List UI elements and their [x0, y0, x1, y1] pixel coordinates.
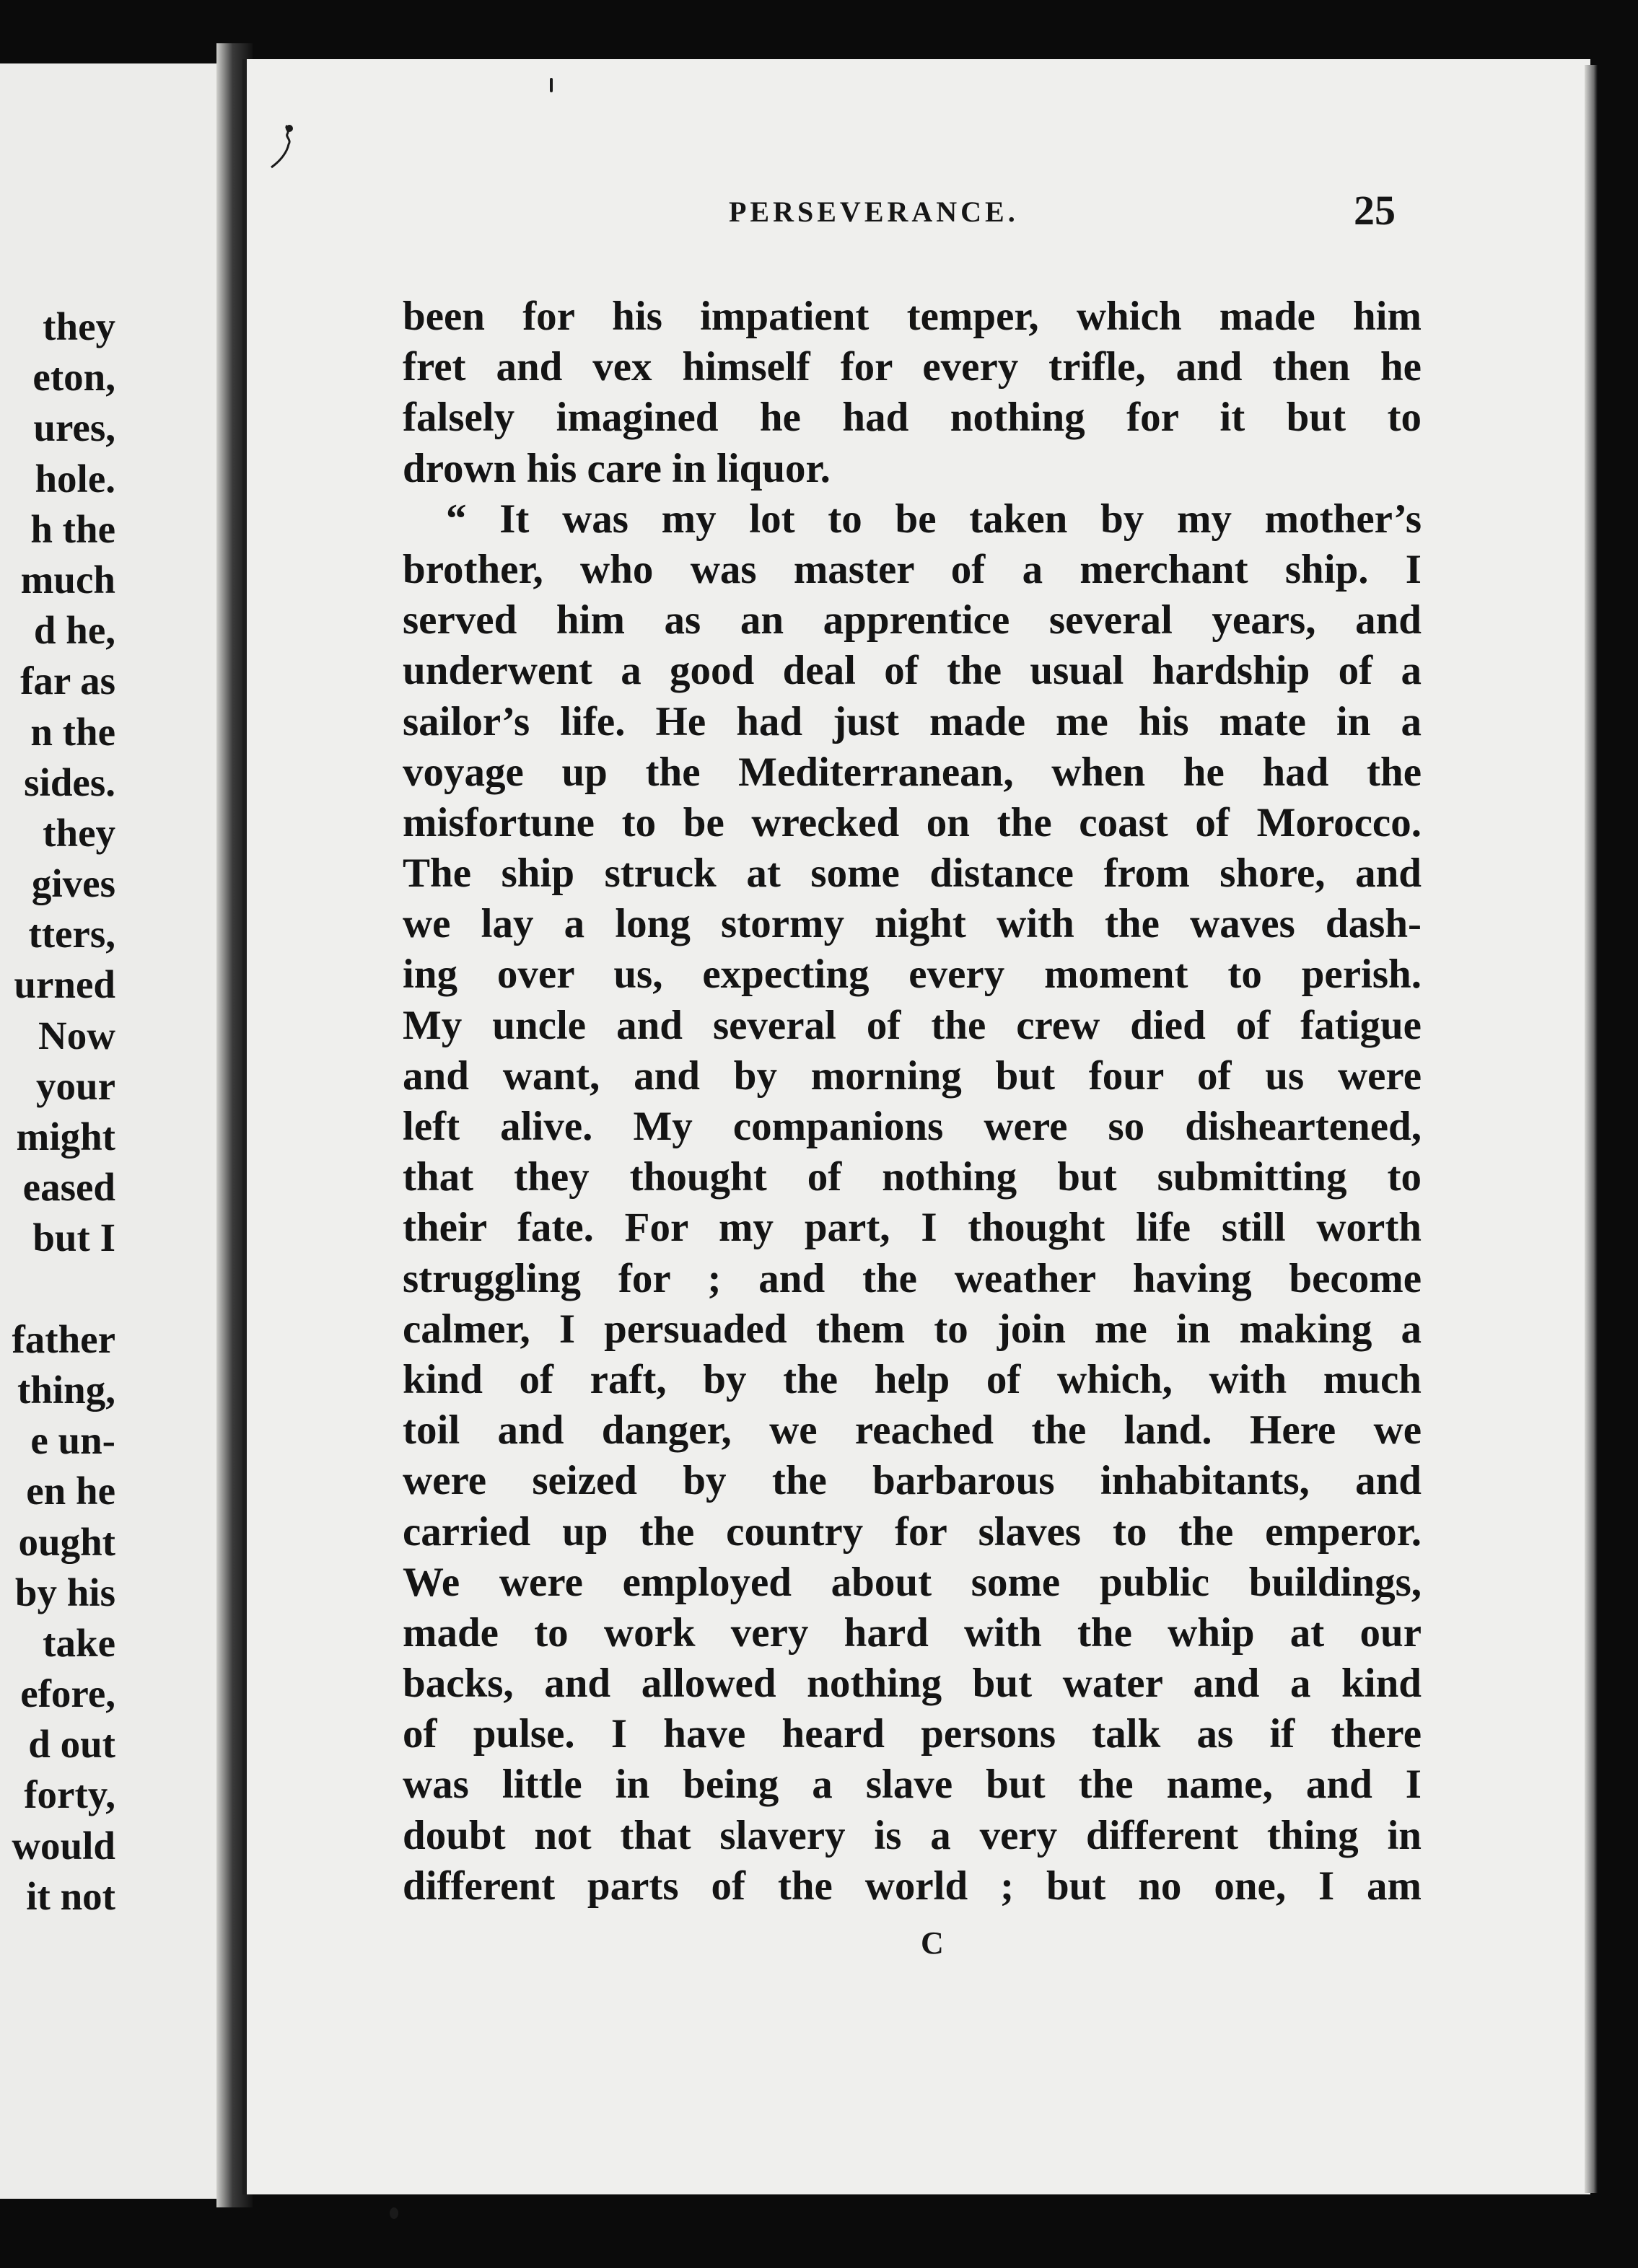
text-line: We were employed about some public buildings,	[403, 1559, 1422, 1605]
facing-line: h the	[30, 506, 115, 551]
text-line: of pulse. I have heard persons talk as if there	[403, 1711, 1422, 1757]
facing-line: sides.	[24, 760, 115, 804]
facing-line: forty,	[24, 1772, 115, 1817]
text-line: carried up the country for slaves to the emperor.	[403, 1508, 1422, 1555]
facing-page-text	[12, 302, 115, 1922]
facing-line: father	[12, 1317, 115, 1361]
running-head: PERSEVERANCE.	[729, 195, 1019, 228]
text-line: and want, and by morning but four of us were	[403, 1052, 1422, 1099]
speck-mark-icon	[550, 78, 553, 92]
facing-line: would	[12, 1823, 115, 1868]
facing-line: en he	[26, 1469, 115, 1513]
text-line: sailor’s life. He had just made me his mate in a	[403, 698, 1422, 744]
text-line: served him as an apprentice several years, and	[403, 597, 1422, 643]
ink-mark-icon	[266, 123, 303, 176]
text-line: we lay a long stormy night with the waves dash-	[403, 901, 1422, 947]
page-number: 25	[1354, 187, 1396, 234]
text-line: been for his impatient temper, which made him	[403, 294, 1422, 339]
text-line: was little in being a slave but the name, and I	[403, 1762, 1422, 1808]
facing-paragraph-gap	[12, 1264, 115, 1314]
text-line: were seized by the barbarous inhabitants, and	[403, 1458, 1422, 1504]
text-line: brother, who was master of a merchant ship. I	[403, 546, 1422, 592]
text-line: “ It was my lot to be taken by my mother’s	[446, 496, 1422, 542]
facing-line: ought	[18, 1519, 115, 1564]
text-line: falsely imagined he had nothing for it but to	[403, 395, 1422, 441]
text-line: calmer, I persuaded them to join me in making a	[403, 1306, 1422, 1352]
facing-line: d out	[28, 1722, 115, 1767]
signature-mark: C	[921, 1925, 944, 1961]
body-text	[403, 291, 1422, 1912]
facing-line: might	[16, 1115, 115, 1159]
facing-line: e un-	[30, 1418, 115, 1463]
text-line: drown his care in liquor.	[403, 445, 831, 491]
facing-line: eton,	[32, 355, 115, 400]
facing-line: your	[36, 1063, 115, 1108]
facing-line: tters,	[28, 912, 115, 957]
page-edge-shadow	[1585, 65, 1598, 2193]
text-line: misfortune to be wrecked on the coast of Morocco.	[403, 799, 1422, 845]
facing-line: far as	[20, 659, 115, 703]
text-line: kind of raft, by the help of which, with much	[403, 1356, 1422, 1402]
speck-mark-icon	[390, 2207, 398, 2219]
facing-line: Now	[38, 1013, 115, 1058]
text-line: The ship struck at some distance from shore, and	[403, 850, 1422, 897]
facing-line: efore,	[20, 1671, 115, 1716]
facing-line: but I	[32, 1216, 115, 1260]
text-line: made to work very hard with the whip at our	[403, 1609, 1422, 1656]
text-line: different parts of the world ; but no one, I am	[403, 1863, 1422, 1909]
facing-line: thing,	[17, 1367, 115, 1412]
facing-line: gives	[31, 861, 115, 906]
text-line: voyage up the Mediterranean, when he had the	[403, 749, 1422, 795]
text-line: ing over us, expecting every moment to perish.	[403, 951, 1422, 998]
facing-line: d he,	[33, 608, 115, 653]
text-line: My uncle and several of the crew died of fatigue	[403, 1002, 1422, 1048]
facing-line: urned	[14, 962, 115, 1007]
text-line: struggling for ; and the weather having become	[403, 1255, 1422, 1301]
text-line: that they thought of nothing but submitting to	[403, 1154, 1422, 1200]
text-line: doubt not that slavery is a very different thing in	[403, 1812, 1422, 1858]
text-line: fret and vex himself for every trifle, and then he	[403, 344, 1422, 390]
facing-line: it not	[26, 1873, 115, 1918]
facing-line: ures,	[33, 405, 115, 450]
facing-page	[0, 63, 232, 2199]
facing-line: n the	[30, 709, 115, 754]
facing-line: eased	[22, 1165, 115, 1210]
text-line: backs, and allowed nothing but water and a kind	[403, 1661, 1422, 1707]
facing-line: by his	[14, 1570, 115, 1614]
facing-line: they	[43, 304, 115, 348]
facing-line: they	[43, 810, 115, 855]
text-line: toil and danger, we reached the land. Here we	[403, 1407, 1422, 1454]
facing-line: hole.	[35, 456, 115, 501]
text-line: left alive. My companions were so disheartened,	[403, 1104, 1422, 1149]
facing-line: much	[20, 557, 115, 602]
text-line: underwent a good deal of the usual hardship of a	[403, 648, 1422, 694]
text-line: their fate. For my part, I thought life still worth	[403, 1205, 1422, 1251]
facing-line: take	[43, 1620, 115, 1665]
